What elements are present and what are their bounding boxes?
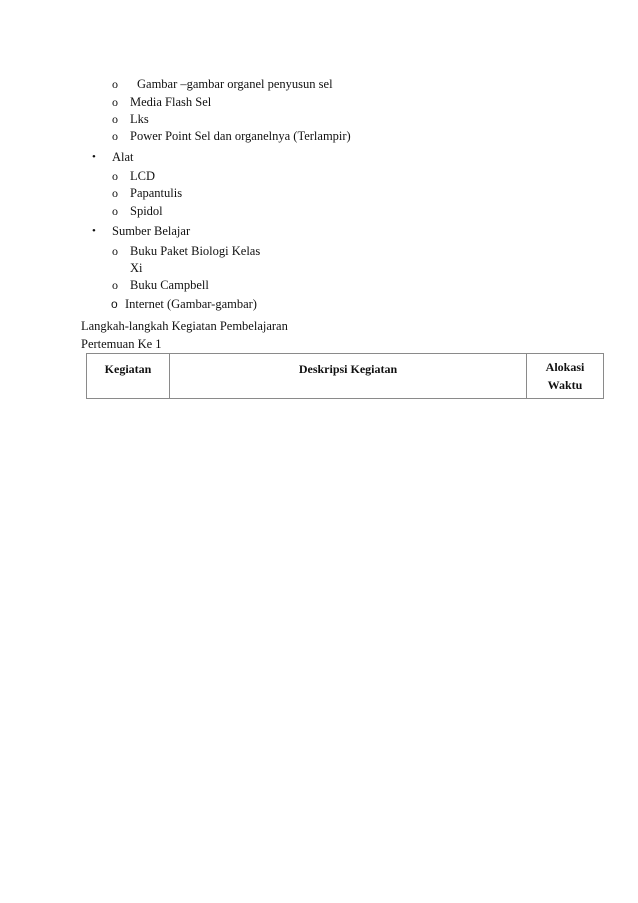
header-kegiatan: Kegiatan xyxy=(104,362,152,376)
media-item-flash: Media Flash Sel xyxy=(130,95,212,109)
alat-item-papantulis: Papantulis xyxy=(130,186,183,200)
header-waktu: Waktu xyxy=(547,378,583,392)
list-marker: o xyxy=(112,186,118,200)
list-marker: o xyxy=(112,244,118,258)
sumber-item-campbell: Buku Campbell xyxy=(130,278,209,292)
list-marker: o xyxy=(112,77,118,91)
media-item-powerpoint: Power Point Sel dan organelnya (Terlampir) xyxy=(130,129,351,143)
list-marker: o xyxy=(112,204,118,218)
list-marker: o xyxy=(112,278,118,292)
list-marker: o xyxy=(112,129,118,143)
alat-heading: Alat xyxy=(112,150,134,164)
alat-item-lcd: LCD xyxy=(130,169,155,183)
sumber-item-buku-paket: Buku Paket Biologi Kelas xyxy=(130,244,261,258)
meeting-title: Pertemuan Ke 1 xyxy=(81,337,162,351)
activity-table xyxy=(86,353,604,399)
bullet-icon: • xyxy=(92,225,96,237)
section-title: Langkah-langkah Kegiatan Pembelajaran xyxy=(81,319,288,333)
bullet-icon: • xyxy=(92,151,96,163)
header-alokasi: Alokasi xyxy=(545,360,585,374)
list-marker: o xyxy=(112,95,118,109)
media-item-gambar: Gambar –gambar organel penyusun sel xyxy=(137,77,333,91)
sumber-heading: Sumber Belajar xyxy=(112,224,191,238)
header-deskripsi: Deskripsi Kegiatan xyxy=(298,362,398,376)
list-marker: o xyxy=(112,112,118,126)
sumber-item-internet: Internet (Gambar-gambar) xyxy=(125,297,257,311)
alat-item-spidol: Spidol xyxy=(130,204,163,218)
sumber-item-buku-paket-cont: Xi xyxy=(130,261,143,275)
list-marker: o xyxy=(111,297,118,311)
list-marker: o xyxy=(112,169,118,183)
media-item-lks: Lks xyxy=(130,112,149,126)
